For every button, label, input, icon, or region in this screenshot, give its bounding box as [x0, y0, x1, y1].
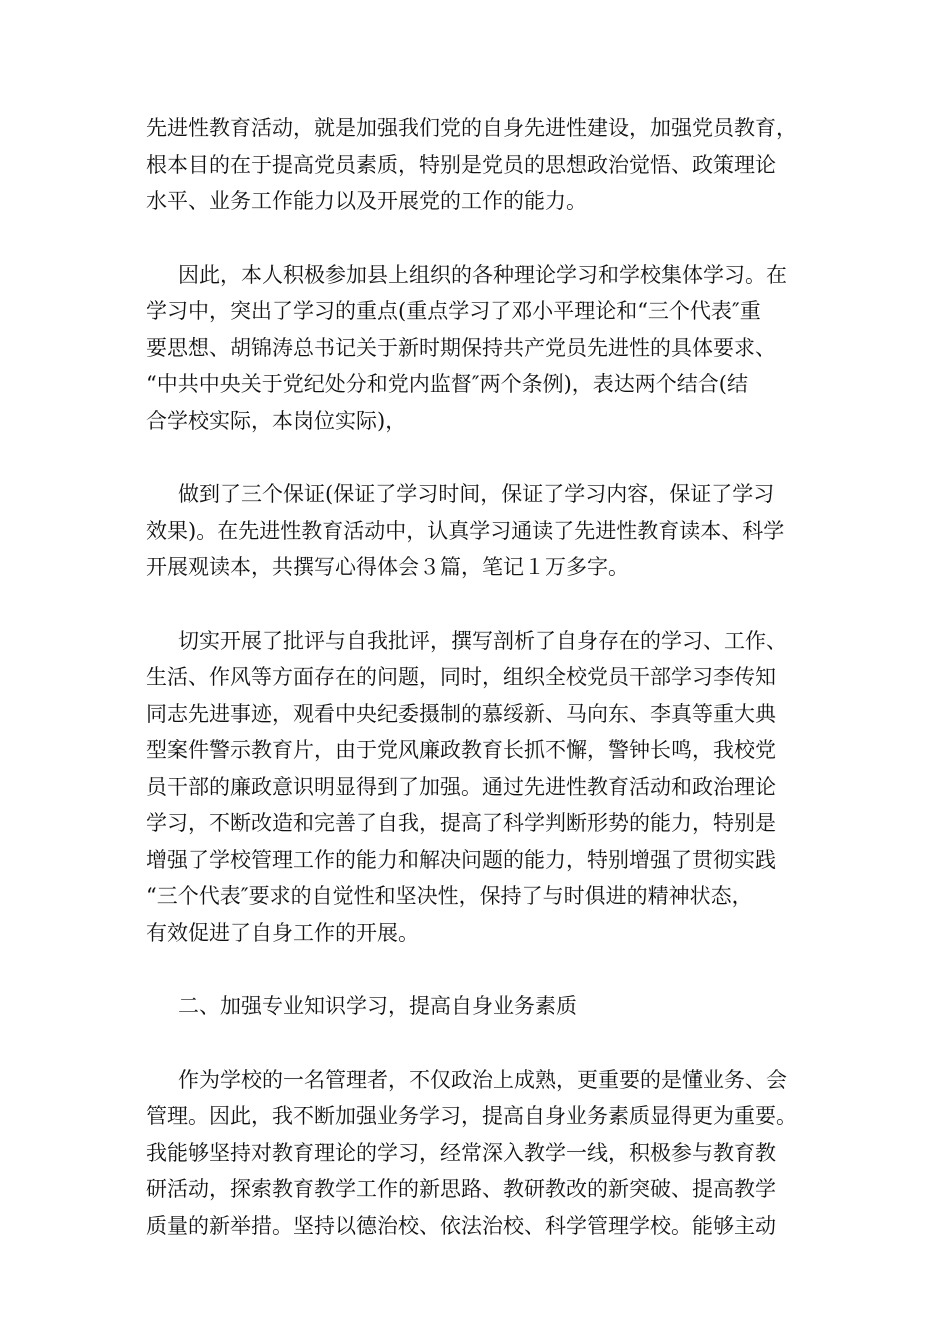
text-line: 员干部的廉政意识明显得到了加强。通过先进性教育活动和政治理论 — [146, 774, 776, 799]
text-line: 效果)。在先进性教育活动中，认真学习通读了先进性教育读本、科学 — [146, 518, 785, 543]
text-line: 生活、作风等方面存在的问题，同时，组织全校党员干部学习李传知 — [146, 665, 776, 689]
text-line: 切实开展了批评与自我批评，撰写剖析了自身存在的学习、工作、 — [178, 628, 787, 653]
text-line: 管理。因此，我不断加强业务学习，提高自身业务素质显得更为重要。 — [146, 1104, 797, 1128]
text-line: 开展观读本，共撰写心得体会３篇，笔记１万多字。 — [146, 555, 629, 579]
text-line: 因此，本人积极参加县上组织的各种理论学习和学校集体学习。在 — [178, 262, 787, 287]
paragraph-2 — [146, 257, 810, 440]
text-line: 合学校实际，本岗位实际)， — [146, 408, 407, 433]
heading-line: 二、加强专业知识学习，提高自身业务素质 — [178, 994, 577, 1018]
text-line: 研活动，探索教育教学工作的新思路、教研教改的新突破、提高教学 — [146, 1177, 776, 1201]
paragraph-1 — [146, 110, 810, 220]
text-line: 学习，不断改造和完善了自我，提高了科学判断形势的能力，特别是 — [146, 811, 776, 835]
paragraph-6 — [146, 1062, 810, 1245]
text-line: 作为学校的一名管理者，不仅政治上成熟，更重要的是懂业务、会 — [178, 1067, 787, 1092]
text-line: 同志先进事迹，观看中央纪委摄制的慕绥新、马向东、李真等重大典 — [146, 701, 776, 726]
text-line: 质量的新举措。坚持以德治校、依法治校、科学管理学校。能够主动 — [146, 1213, 776, 1238]
text-line: 学习中，突出了学习的重点(重点学习了邓小平理论和“三个代表″重 — [146, 299, 761, 323]
text-line: “中共中央关于党纪处分和党内监督″两个条例)，表达两个结合(结 — [146, 372, 748, 396]
text-line: 要思想、胡锦涛总书记关于新时期保持共产党员先进性的具体要求、 — [146, 335, 776, 360]
text-line: “三个代表″要求的自觉性和坚决性，保持了与时俱进的精神状态， — [146, 884, 753, 908]
text-line: 我能够坚持对教育理论的学习，经常深入教学一线，积极参与教育教 — [146, 1140, 776, 1165]
text-line: 做到了三个保证(保证了学习时间，保证了学习内容，保证了学习 — [178, 482, 775, 506]
paragraph-3 — [146, 476, 810, 586]
text-line: 根本目的在于提高党员素质，特别是党员的思想政治觉悟、政策理论 — [146, 152, 776, 177]
document-body — [146, 110, 810, 1244]
text-line: 有效促进了自身工作的开展。 — [146, 920, 419, 945]
text-line: 先进性教育活动，就是加强我们党的自身先进性建设，加强党员教育， — [146, 116, 797, 140]
text-line: 型案件警示教育片，由于党风廉政教育长抓不懈，警钟长鸣，我校党 — [146, 738, 776, 762]
text-line: 增强了学校管理工作的能力和解决问题的能力，特别增强了贯彻实践 — [146, 847, 776, 872]
text-line: 水平、业务工作能力以及开展党的工作的能力。 — [146, 189, 587, 213]
section-heading — [146, 988, 810, 1025]
paragraph-4 — [146, 623, 810, 952]
